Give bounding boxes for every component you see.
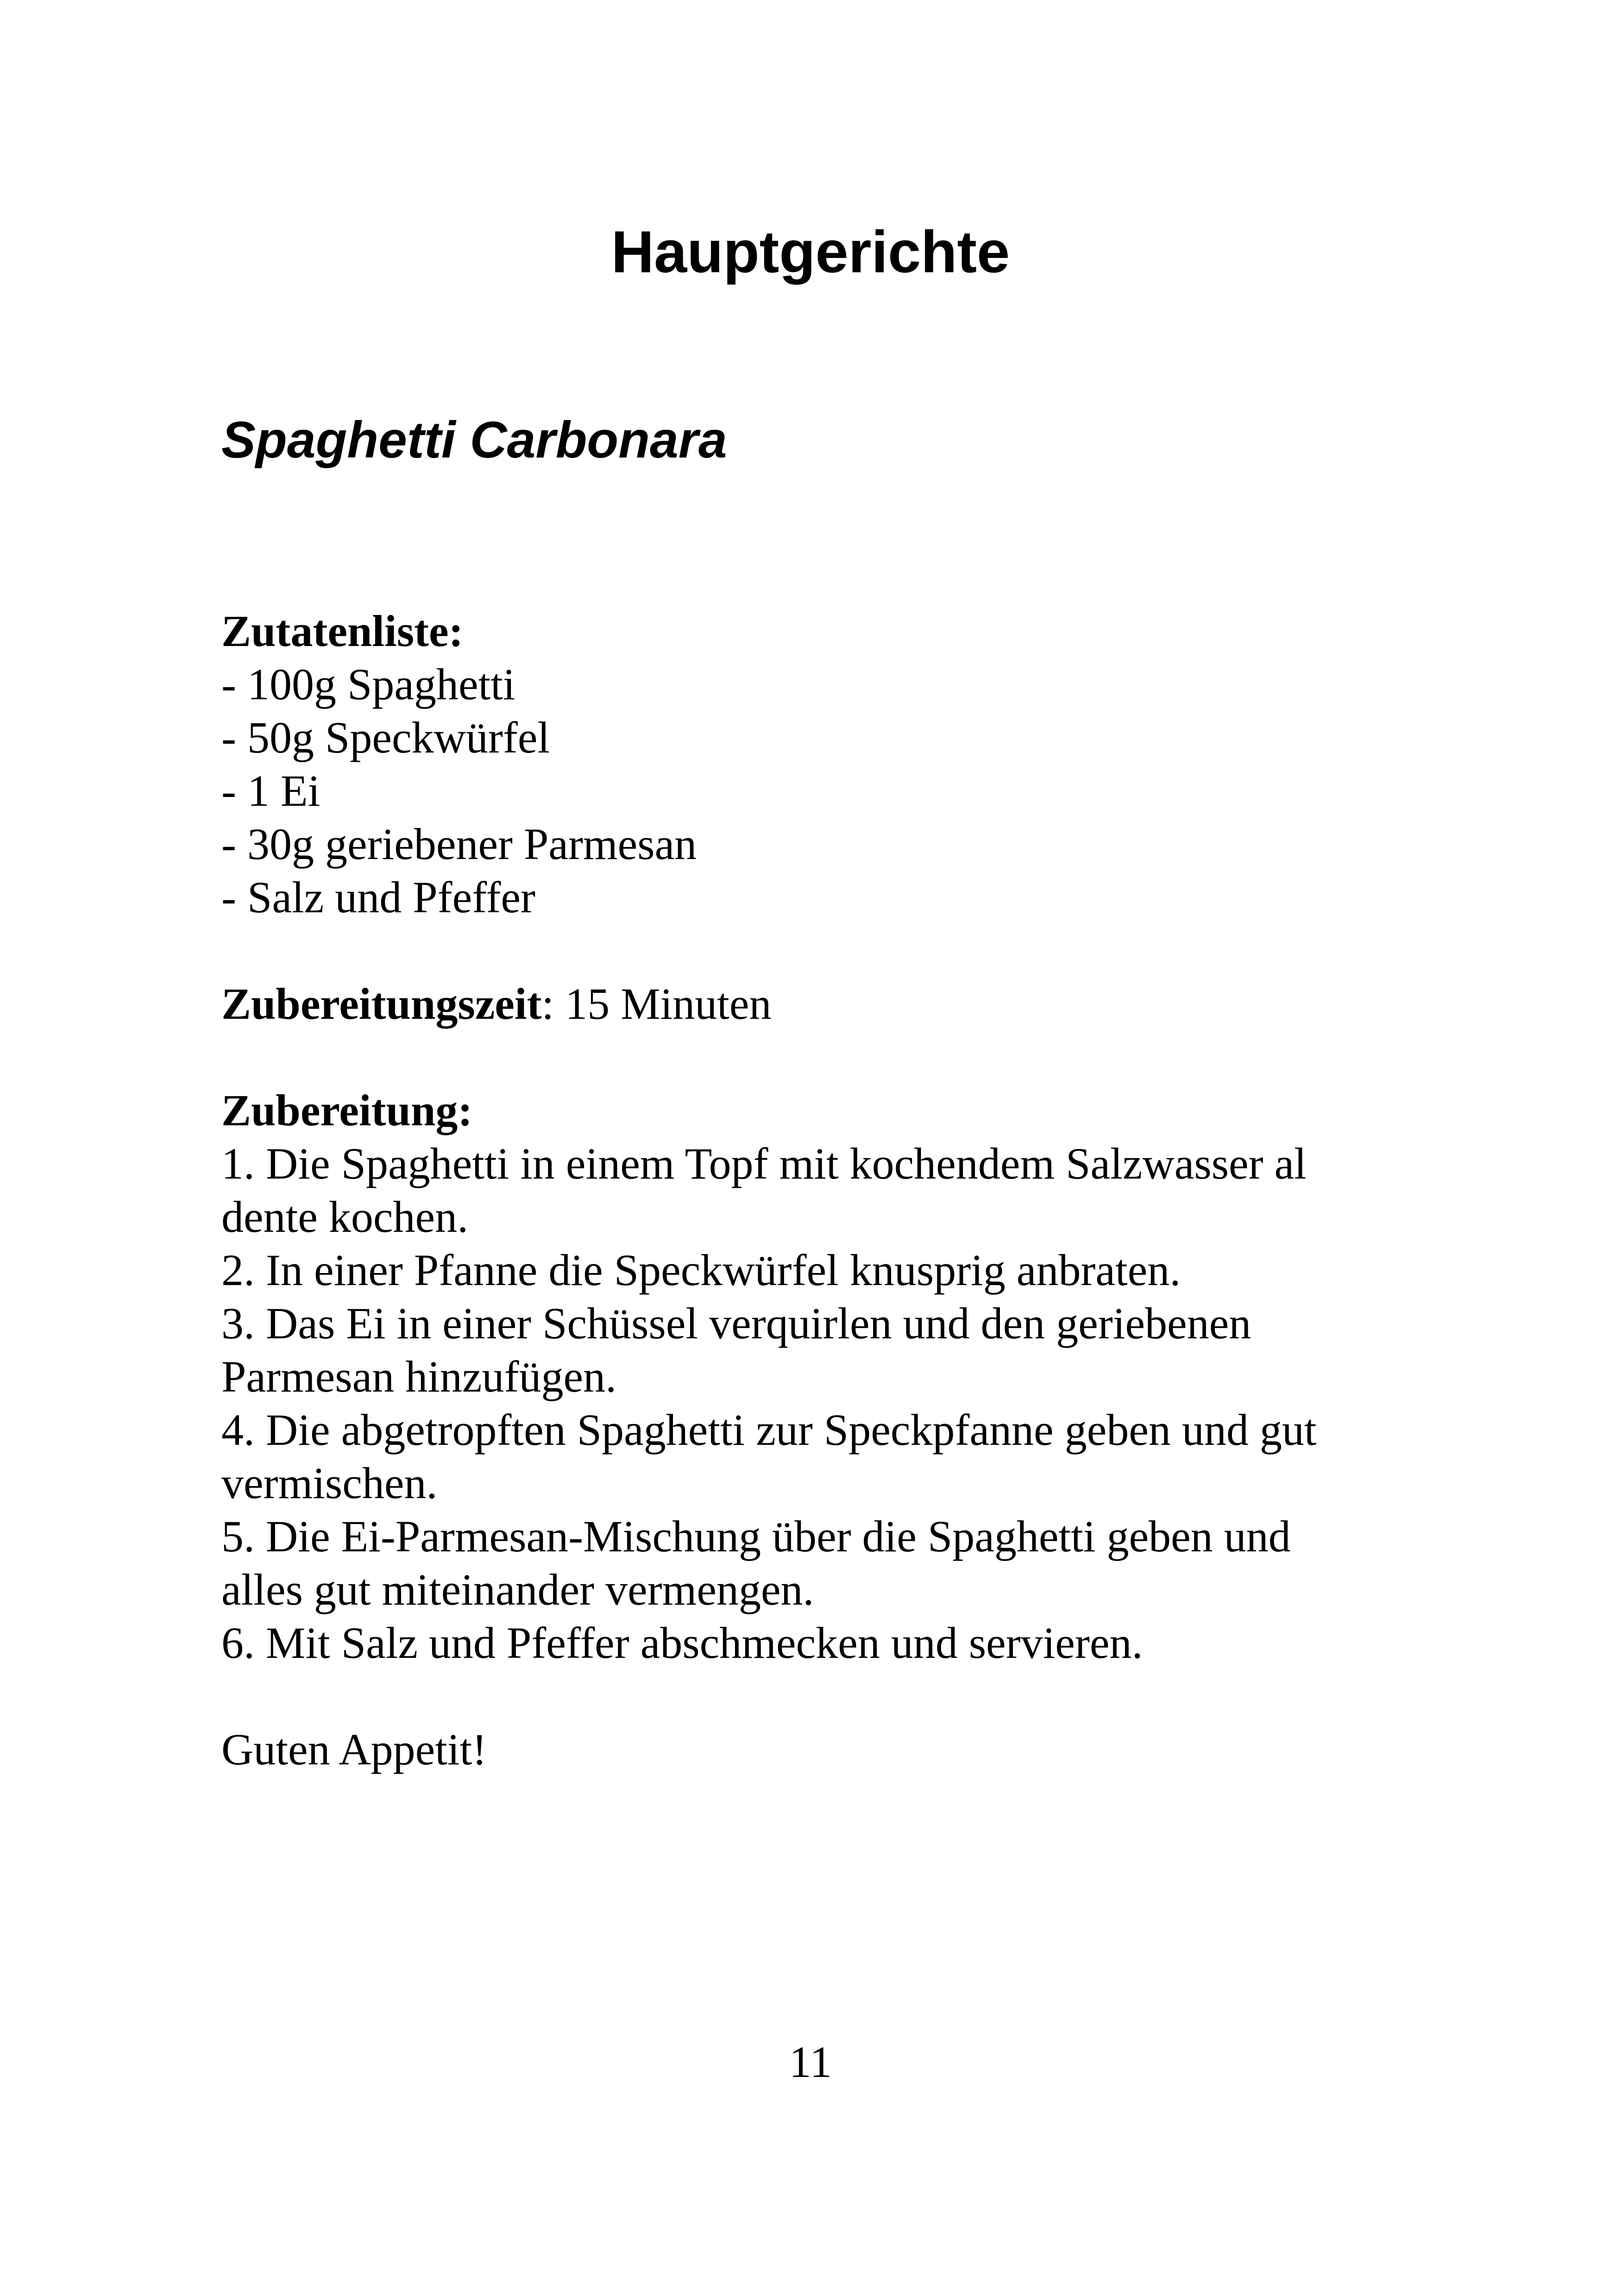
recipe-title: Spaghetti Carbonara <box>221 411 727 469</box>
preparation-line: Parmesan hinzufügen. <box>221 1352 617 1401</box>
ingredients-heading: Zutatenliste: <box>221 606 464 656</box>
ingredient-item: - Salz und Pfeffer <box>221 872 535 922</box>
preparation-line: dente kochen. <box>221 1192 469 1242</box>
preparation-line: 2. In einer Pfanne die Speckwürfel knusprig anbraten. <box>221 1245 1181 1295</box>
closing-text: Guten Appetit! <box>221 1725 487 1774</box>
prep-time-line <box>221 977 1426 1030</box>
page-number: 11 <box>789 2037 832 2087</box>
preparation-line: vermischen. <box>221 1458 438 1508</box>
preparation-line: 4. Die abgetropften Spaghetti zur Speckpfanne geben und gut <box>221 1405 1317 1455</box>
preparation-line: 5. Die Ei-Parmesan-Mischung über die Spaghetti geben und <box>221 1512 1291 1561</box>
preparation-line: alles gut miteinander vermengen. <box>221 1565 814 1614</box>
ingredient-item: - 1 Ei <box>221 766 320 816</box>
spacer <box>221 1669 1426 1723</box>
recipe-body <box>221 604 1426 1776</box>
preparation-line: 1. Die Spaghetti in einem Topf mit kochendem Salzwasser al <box>221 1139 1307 1188</box>
chapter-title: Hauptgerichte <box>611 219 1010 285</box>
prep-time-label: Zubereitungszeit <box>221 979 542 1029</box>
preparation-line: 6. Mit Salz und Pfeffer abschmecken und servieren. <box>221 1618 1143 1668</box>
ingredient-item: - 50g Speckwürfel <box>221 713 550 762</box>
spacer <box>221 924 1426 977</box>
ingredient-item: - 30g geriebener Parmesan <box>221 819 697 869</box>
prep-time-value: : 15 Minuten <box>541 979 772 1029</box>
spacer <box>221 1030 1426 1084</box>
preparation-line: 3. Das Ei in einer Schüssel verquirlen und den geriebenen <box>221 1299 1251 1348</box>
preparation-heading: Zubereitung: <box>221 1085 473 1135</box>
ingredient-item: - 100g Spaghetti <box>221 659 515 709</box>
